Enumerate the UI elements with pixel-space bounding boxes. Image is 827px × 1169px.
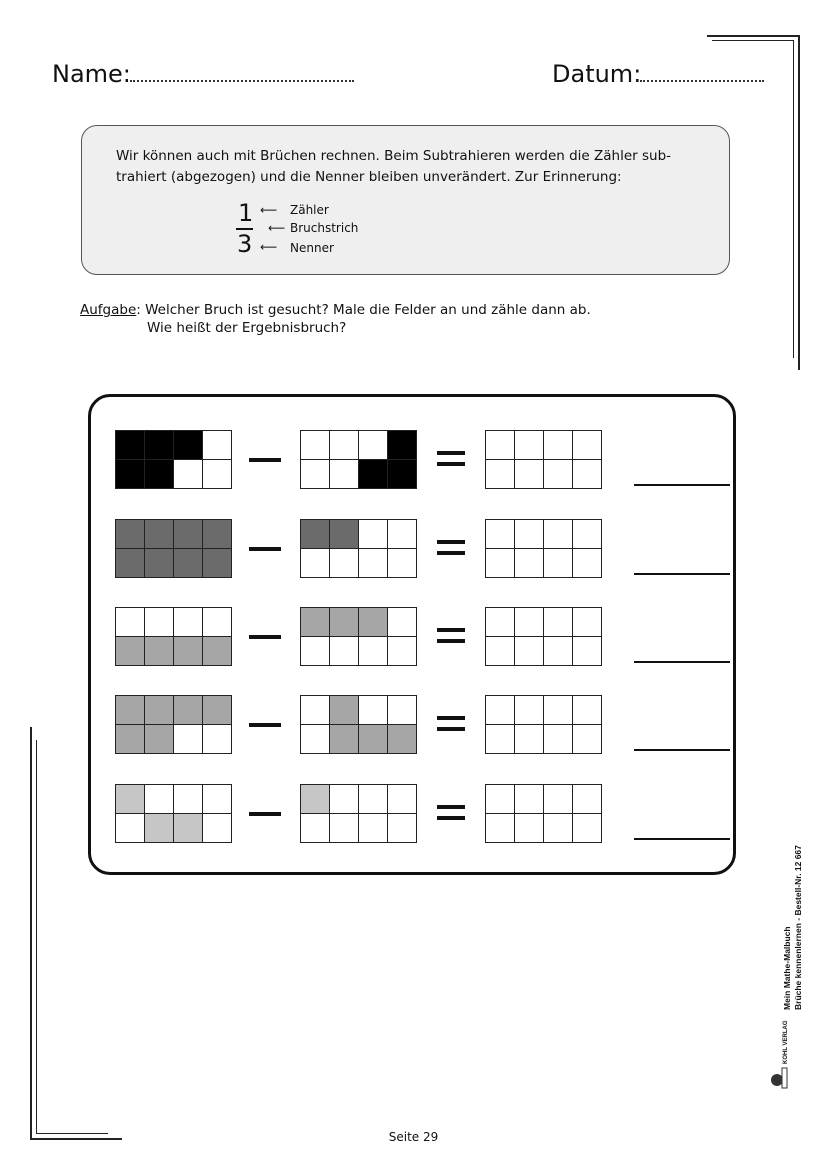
date-field[interactable] [640,80,764,82]
arrow-icon: ⟵ [260,240,278,254]
grid-cell[interactable] [486,696,515,725]
grid-cell[interactable] [145,814,174,843]
grid-cell[interactable] [116,549,145,578]
book-title: Mein Mathe-Malbuch [782,926,792,1010]
info-line-2: trahiert (abgezogen) und die Nenner bleiben unverändert. Zur Erinnerung: [116,169,622,185]
grid-cell[interactable] [359,725,388,754]
grid-cell[interactable] [330,725,359,754]
grid-cell[interactable] [573,814,602,843]
grid-cell[interactable] [544,549,573,578]
grid-cell[interactable] [330,431,359,460]
grid-cell[interactable] [301,814,330,843]
grid-cell[interactable] [174,520,203,549]
grid-cell[interactable] [174,696,203,725]
answer-line[interactable] [634,661,730,663]
grid-cell[interactable] [388,814,417,843]
grid-cell[interactable] [203,785,232,814]
grid-cell[interactable] [203,431,232,460]
grid-cell[interactable] [573,637,602,666]
grid-cell[interactable] [359,814,388,843]
book-subtitle: Brüche kennenlernen - Bestell-Nr. 12 667 [793,845,803,1010]
grid-cell[interactable] [145,637,174,666]
grid-cell[interactable] [116,608,145,637]
answer-line[interactable] [634,749,730,751]
grid-cell[interactable] [388,460,417,489]
minuend-grid[interactable] [115,519,232,578]
grid-cell[interactable] [203,520,232,549]
equals-sign [437,451,465,455]
grid-cell[interactable] [174,814,203,843]
grid-cell[interactable] [301,637,330,666]
grid-cell[interactable] [116,460,145,489]
subtrahend-grid[interactable] [300,519,417,578]
grid-cell[interactable] [515,608,544,637]
grid-cell[interactable] [330,608,359,637]
grid-cell[interactable] [174,785,203,814]
grid-cell[interactable] [573,549,602,578]
subtrahend-grid[interactable] [300,695,417,754]
grid-cell[interactable] [573,431,602,460]
grid-cell[interactable] [116,785,145,814]
grid-cell[interactable] [388,637,417,666]
grid-cell[interactable] [330,520,359,549]
grid-cell[interactable] [359,637,388,666]
grid-cell[interactable] [515,637,544,666]
equals-sign [437,805,465,809]
grid-cell[interactable] [388,696,417,725]
grid-cell[interactable] [544,431,573,460]
grid-cell[interactable] [174,608,203,637]
info-line-1: Wir können auch mit Brüchen rechnen. Beim Subtrahieren werden die Zähler sub- [116,148,672,164]
grid-cell[interactable] [573,608,602,637]
subtrahend-grid[interactable] [300,784,417,843]
grid-cell[interactable] [145,460,174,489]
result-grid[interactable] [485,784,602,843]
grid-cell[interactable] [174,549,203,578]
frame-line-top-inner [712,40,794,41]
grid-cell[interactable] [359,460,388,489]
grid-cell[interactable] [544,785,573,814]
grid-cell[interactable] [544,460,573,489]
grid-cell[interactable] [145,725,174,754]
grid-cell[interactable] [116,696,145,725]
minuend-grid[interactable] [115,695,232,754]
grid-cell[interactable] [359,549,388,578]
grid-cell[interactable] [203,460,232,489]
equals-sign [437,540,465,544]
task-line-2: Wie heißt der Ergebnisbruch? [147,320,347,336]
grid-cell[interactable] [486,814,515,843]
grid-cell[interactable] [515,460,544,489]
minus-sign [249,723,281,727]
grid-cell[interactable] [544,608,573,637]
grid-cell[interactable] [301,696,330,725]
equals-sign [437,551,465,555]
grid-cell[interactable] [174,460,203,489]
grid-cell[interactable] [301,549,330,578]
grid-cell[interactable] [301,520,330,549]
grid-cell[interactable] [388,520,417,549]
page-number: Seite 29 [388,1130,439,1144]
grid-cell[interactable] [145,608,174,637]
grid-cell[interactable] [515,520,544,549]
grid-cell[interactable] [203,549,232,578]
grid-cell[interactable] [116,431,145,460]
arrow-icon: ⟵ [260,203,278,217]
grid-cell[interactable] [486,520,515,549]
grid-cell[interactable] [515,549,544,578]
minus-sign [249,635,281,639]
name-label: Name: [52,60,131,88]
grid-cell[interactable] [330,637,359,666]
grid-cell[interactable] [359,431,388,460]
grid-cell[interactable] [174,637,203,666]
grid-cell[interactable] [573,696,602,725]
grid-cell[interactable] [301,785,330,814]
publisher-logo-icon [769,1066,789,1090]
grid-cell[interactable] [388,785,417,814]
result-grid[interactable] [485,695,602,754]
task-label: Aufgabe [80,302,137,318]
grid-cell[interactable] [573,460,602,489]
result-grid[interactable] [485,519,602,578]
grid-cell[interactable] [330,549,359,578]
grid-cell[interactable] [330,460,359,489]
info-text [116,146,716,188]
minuend-grid[interactable] [115,430,232,489]
minus-sign [249,547,281,551]
grid-cell[interactable] [388,431,417,460]
equals-sign [437,628,465,632]
answer-line[interactable] [634,573,730,575]
grid-cell[interactable] [116,725,145,754]
minuend-grid[interactable] [115,607,232,666]
grid-cell[interactable] [203,814,232,843]
grid-cell[interactable] [544,696,573,725]
subtrahend-grid[interactable] [300,430,417,489]
grid-cell[interactable] [203,608,232,637]
grid-cell[interactable] [330,814,359,843]
arrow-icon: ⟵ [268,221,286,235]
grid-cell[interactable] [359,785,388,814]
equals-sign [437,639,465,643]
grid-cell[interactable] [145,696,174,725]
grid-cell[interactable] [486,608,515,637]
grid-cell[interactable] [573,785,602,814]
grid-cell[interactable] [145,431,174,460]
grid-cell[interactable] [203,637,232,666]
grid-cell[interactable] [544,520,573,549]
answer-line[interactable] [634,838,730,840]
grid-cell[interactable] [515,431,544,460]
minus-sign [249,812,281,816]
grid-cell[interactable] [174,431,203,460]
grid-cell[interactable] [486,460,515,489]
grid-cell[interactable] [330,785,359,814]
grid-cell[interactable] [486,725,515,754]
grid-cell[interactable] [301,431,330,460]
equals-sign [437,716,465,720]
grid-cell[interactable] [544,637,573,666]
grid-cell[interactable] [515,785,544,814]
label-numerator: Zähler [290,203,329,217]
name-field[interactable] [130,80,354,82]
frame-line-left [30,727,32,1139]
label-fraction-bar: Bruchstrich [290,221,359,235]
subtrahend-grid[interactable] [300,607,417,666]
grid-cell[interactable] [515,725,544,754]
fraction-denominator: 3 [237,230,253,258]
grid-cell[interactable] [145,785,174,814]
minus-sign [249,458,281,462]
frame-line-right [798,35,800,370]
publisher-logo-text: KOHL VERLAG [783,1020,789,1064]
grid-cell[interactable] [116,637,145,666]
grid-cell[interactable] [116,520,145,549]
frame-line-top [707,35,799,37]
equals-sign [437,727,465,731]
grid-cell[interactable] [301,725,330,754]
grid-cell[interactable] [486,785,515,814]
label-denominator: Nenner [290,241,334,255]
grid-cell[interactable] [573,725,602,754]
grid-cell[interactable] [486,637,515,666]
grid-cell[interactable] [203,725,232,754]
grid-cell[interactable] [174,725,203,754]
equals-sign [437,816,465,820]
grid-cell[interactable] [544,725,573,754]
grid-cell[interactable] [573,520,602,549]
grid-cell[interactable] [544,814,573,843]
grid-cell[interactable] [515,814,544,843]
result-grid[interactable] [485,430,602,489]
grid-cell[interactable] [388,549,417,578]
grid-cell[interactable] [359,520,388,549]
grid-cell[interactable] [145,520,174,549]
info-box [81,125,730,275]
grid-cell[interactable] [388,725,417,754]
answer-line[interactable] [634,484,730,486]
task-instruction [80,300,591,320]
grid-cell[interactable] [203,696,232,725]
grid-cell[interactable] [145,549,174,578]
result-grid[interactable] [485,607,602,666]
frame-line-right-inner [793,40,794,358]
grid-cell[interactable] [486,431,515,460]
date-label: Datum: [552,60,642,88]
task-line-1: : Welcher Bruch ist gesucht? Male die Felder an und zähle dann ab. [136,302,591,318]
equals-sign [437,462,465,466]
grid-cell[interactable] [330,696,359,725]
grid-cell[interactable] [301,608,330,637]
minuend-grid[interactable] [115,784,232,843]
grid-cell[interactable] [301,460,330,489]
grid-cell[interactable] [359,608,388,637]
grid-cell[interactable] [515,696,544,725]
grid-cell[interactable] [388,608,417,637]
fraction-numerator: 1 [238,199,254,227]
frame-line-left-inner [36,740,37,1134]
grid-cell[interactable] [116,814,145,843]
grid-cell[interactable] [486,549,515,578]
grid-cell[interactable] [359,696,388,725]
